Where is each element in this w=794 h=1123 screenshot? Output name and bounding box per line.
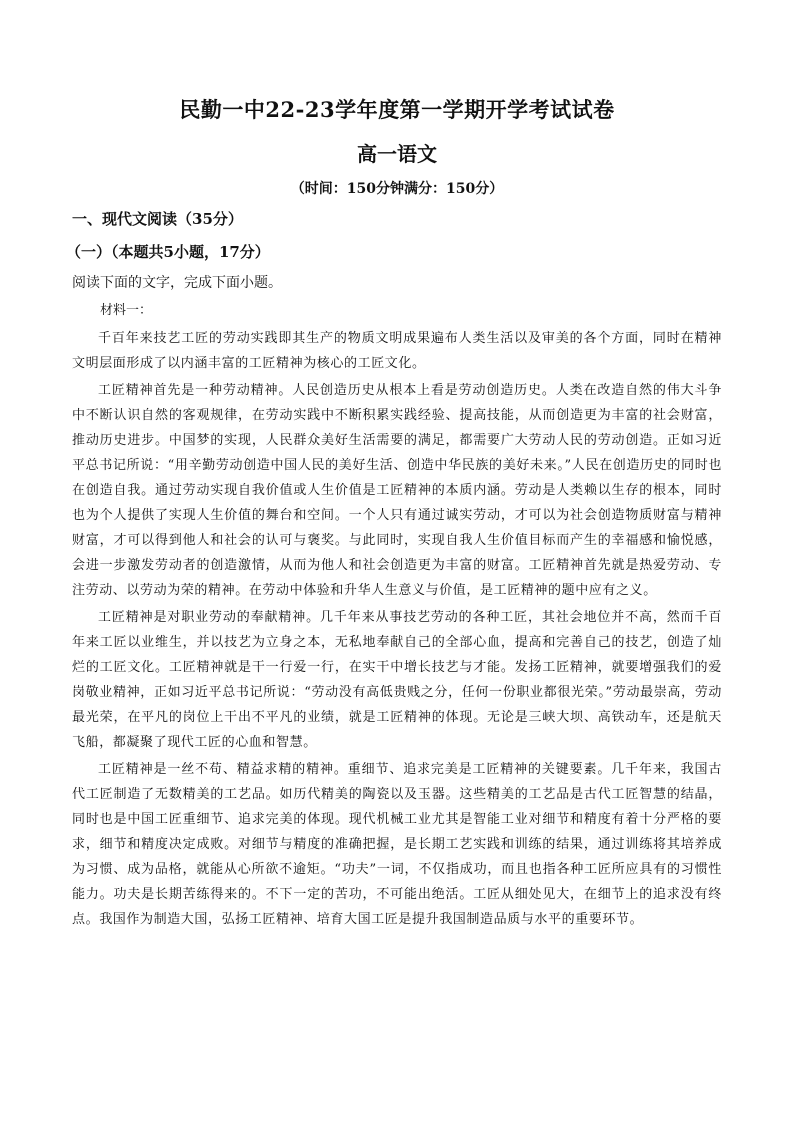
- exam-title: 民勤一中22-23学年度第一学期开学考试试卷: [179, 97, 615, 122]
- exam-time-score: （时间：150分钟满分：150分）: [290, 181, 504, 197]
- material-label: 材料一：: [100, 303, 153, 318]
- passage-paragraph: 工匠精神是对职业劳动的奉献精神。几千年来从事技艺劳动的各种工匠，其社会地位并不高，然而千百年来工匠以业维生，并以技艺为立身之本，无私地奉献自己的全部心血，提高和完善自己的技艺，创造了灿烂的工匠文化。工匠精神就是干一行爱一行，在实干中增长技艺与才能。发扬工匠精神，就要增强我们的爱岗敬业精神，正如习近平总书记所说：“劳动没有高低贵贱之分，任何一份职业都很光荣。”劳动最崇高，劳动最光荣，在平凡的岗位上干出不平凡的业绩，就是工匠精神的体现。无论是三峡大坝、高铁动车，还是航天飞船，都凝聚了现代工匠的心血和智慧。: [72, 610, 722, 750]
- passage-paragraph: 工匠精神是一丝不苟、精益求精的精神。重细节、追求完美是工匠精神的关键要素。几千年来，我国古代工匠制造了无数精美的工艺品。如历代精美的陶瓷以及玉器。这些精美的工艺品是古代工匠智慧的结晶，同时也是中国工匠重细节、追求完美的体现。现代机械工业尤其是智能工业对细节和精度有着十分严格的要求，细节和精度决定成败。对细节与精度的准确把握，是长期工艺实践和训练的结果，通过训练将其培养成为习惯、成为品格，就能从心所欲不逾矩。“功夫”一词，不仅指成功，而且也指各种工匠所应具有的习惯性能力。功夫是长期苦练得来的。不下一定的苦功，不可能出绝活。工匠从细处见大，在细节上的追求没有终点。我国作为制造大国，弘扬工匠精神、培育大国工匠是提升我国制造品质与水平的重要环节。: [72, 762, 722, 927]
- reading-instruction: 阅读下面的文字，完成下面小题。: [72, 275, 282, 291]
- passage-paragraph: 千百年来技艺工匠的劳动实践即其生产的物质文明成果遍布人类生活以及审美的各个方面，同时在精神文明层面形成了以内涵丰富的工匠精神为核心的工匠文化。: [72, 331, 722, 371]
- passage-paragraph: 工匠精神首先是一种劳动精神。人民创造历史从根本上看是劳动创造历史。人类在改造自然的伟大斗争中不断认识自然的客观规律，在劳动实践中不断积累实践经验、提高技能，从而创造更为丰富的社会财富，推动历史进步。中国梦的实现，人民群众美好生活需要的满足，都需要广大劳动人民的劳动创造。正如习近平总书记所说：“用辛勤劳动创造中国人民的美好生活、创造中华民族的美好未来。”人民在创造历史的同时也在创造自我。通过劳动实现自我价值或人生价值是工匠精神的本质内涵。劳动是人类赖以生存的根本，同时也为个人提供了实现人生价值的舞台和空间。一个人只有通过诚实劳动，才可以为社会创造物质财富与精神财富，才可以得到他人和社会的认可与褒奖。与此同时，实现自我人生价值目标而产生的幸福感和愉悦感，会进一步激发劳动者的创造激情，从而为他人和社会创造更为丰富的财富。工匠精神首先就是热爱劳动、专注劳动、以劳动为荣的精神。在劳动中体验和升华人生意义与价值，是工匠精神的题中应有之义。: [72, 383, 722, 598]
- exam-subject: 高一语文: [357, 142, 437, 166]
- reading-passage: [72, 326, 722, 934]
- section-heading: 一、现代文阅读（35分）: [72, 210, 243, 228]
- subsection-heading: （一）（本题共5小题，17分）: [66, 243, 270, 261]
